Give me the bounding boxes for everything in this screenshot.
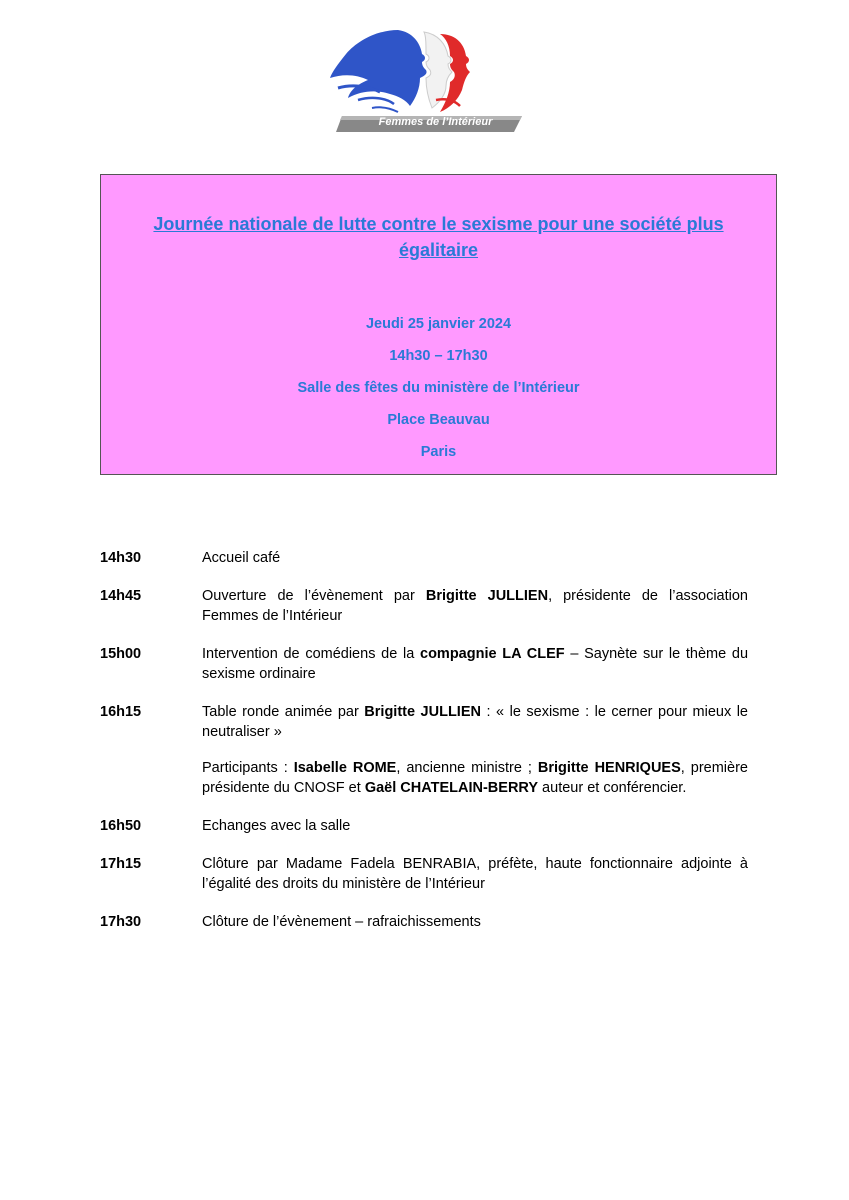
program-schedule xyxy=(100,548,748,950)
program-row xyxy=(100,644,748,684)
company-name: compagnie LA CLEF xyxy=(420,646,565,662)
speaker-name: Brigitte JULLIEN xyxy=(425,588,549,604)
program-row xyxy=(100,586,748,626)
program-time: 16h50 xyxy=(100,818,142,834)
participant-name: Gaël CHATELAIN-BERRY xyxy=(364,780,539,796)
event-venue: Salle des fêtes du ministère de l’Intérieur xyxy=(297,380,580,396)
program-time: 16h15 xyxy=(100,704,142,720)
event-header-box xyxy=(100,174,777,475)
program-row xyxy=(100,912,748,932)
program-row xyxy=(100,548,748,568)
event-place: Place Beauvau xyxy=(387,412,490,428)
program-text: Table ronde animée par Brigitte JULLIEN : « le sexisme : le cerner pour mieux le neutraliser » xyxy=(202,704,748,740)
program-text: Echanges avec la salle xyxy=(202,818,351,834)
program-time: 17h15 xyxy=(100,856,142,872)
program-text: Clôture par Madame Fadela BENRABIA, préfète, haute fonctionnaire adjointe à l’égalité des droits du ministère de l’Intérieur xyxy=(202,856,748,892)
event-time: 14h30 – 17h30 xyxy=(389,348,488,364)
program-text: Intervention de comédiens de la compagnie LA CLEF – Saynète sur le thème du sexisme ordinaire xyxy=(202,646,749,682)
program-time: 14h45 xyxy=(100,588,142,604)
program-text: Clôture de l’évènement – rafraichissements xyxy=(202,914,481,930)
program-time: 15h00 xyxy=(100,646,142,662)
program-text: Accueil café xyxy=(202,550,281,566)
femmes-interieur-logo xyxy=(328,28,524,134)
event-title: Journée nationale de lutte contre le sexisme pour une société plus égalitaire xyxy=(153,214,724,260)
program-time: 17h30 xyxy=(100,914,142,930)
event-city: Paris xyxy=(420,444,457,460)
participants-paragraph: Participants : Isabelle ROME, ancienne ministre ; Brigitte HENRIQUES, première présidente du CNOSF et Gaël CHATELAIN-BERRY auteur et conférencier. xyxy=(202,760,748,796)
program-text: Ouverture de l’évènement par Brigitte JULLIEN, présidente de l’association Femmes de l’Intérieur xyxy=(202,588,748,624)
event-date: Jeudi 25 janvier 2024 xyxy=(365,316,512,332)
participant-name: Brigitte HENRIQUES xyxy=(537,760,681,776)
speaker-name: Brigitte JULLIEN xyxy=(364,704,481,720)
logo-banner-text: Femmes de l’Intérieur xyxy=(378,116,493,128)
program-row xyxy=(100,702,748,742)
participant-name: Isabelle ROME xyxy=(293,760,397,776)
program-row xyxy=(100,854,748,894)
program-row xyxy=(100,816,748,836)
program-time: 14h30 xyxy=(100,550,142,566)
